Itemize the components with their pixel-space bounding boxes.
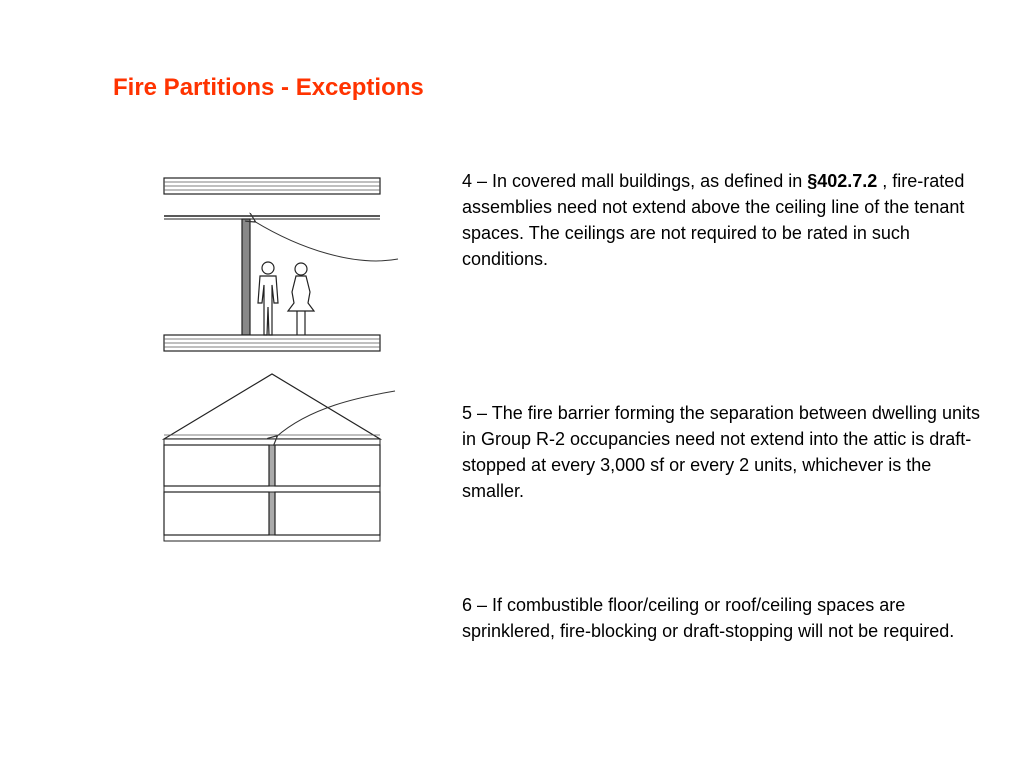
code-reference: §402.7.2 bbox=[807, 171, 878, 191]
exception-text: The fire barrier forming the separation between dwelling units in Group R-2 occupancies need not extend into the attic is draft-stopped at every 3,000 sf or every 2 units, whichever is the smaller. bbox=[462, 403, 980, 501]
attic-draftstop-section-icon bbox=[164, 374, 395, 541]
exception-text: In covered mall buildings, as defined in bbox=[492, 171, 808, 191]
exception-number: 6 bbox=[462, 595, 473, 615]
dash: – bbox=[472, 595, 493, 615]
exception-number: 4 bbox=[462, 171, 473, 191]
exception-text-cont: , fire-rated assemblies need not extend above the ceiling line of the tenant spaces. The ceilings are not required to be rated in such conditions. bbox=[462, 171, 965, 269]
exception-4 bbox=[462, 168, 982, 272]
slide-title: Fire Partitions - Exceptions bbox=[113, 74, 424, 101]
exception-6 bbox=[462, 592, 982, 644]
exception-text: If combustible floor/ceiling or roof/ceiling spaces are sprinklered, fire-blocking or draft-stopping will not be required. bbox=[462, 595, 955, 641]
dash: – bbox=[472, 171, 493, 191]
section-diagrams bbox=[150, 145, 410, 545]
dash: – bbox=[472, 403, 492, 423]
exception-number: 5 bbox=[462, 403, 473, 423]
exception-5 bbox=[462, 400, 982, 504]
mall-section-with-people-icon bbox=[164, 178, 398, 351]
